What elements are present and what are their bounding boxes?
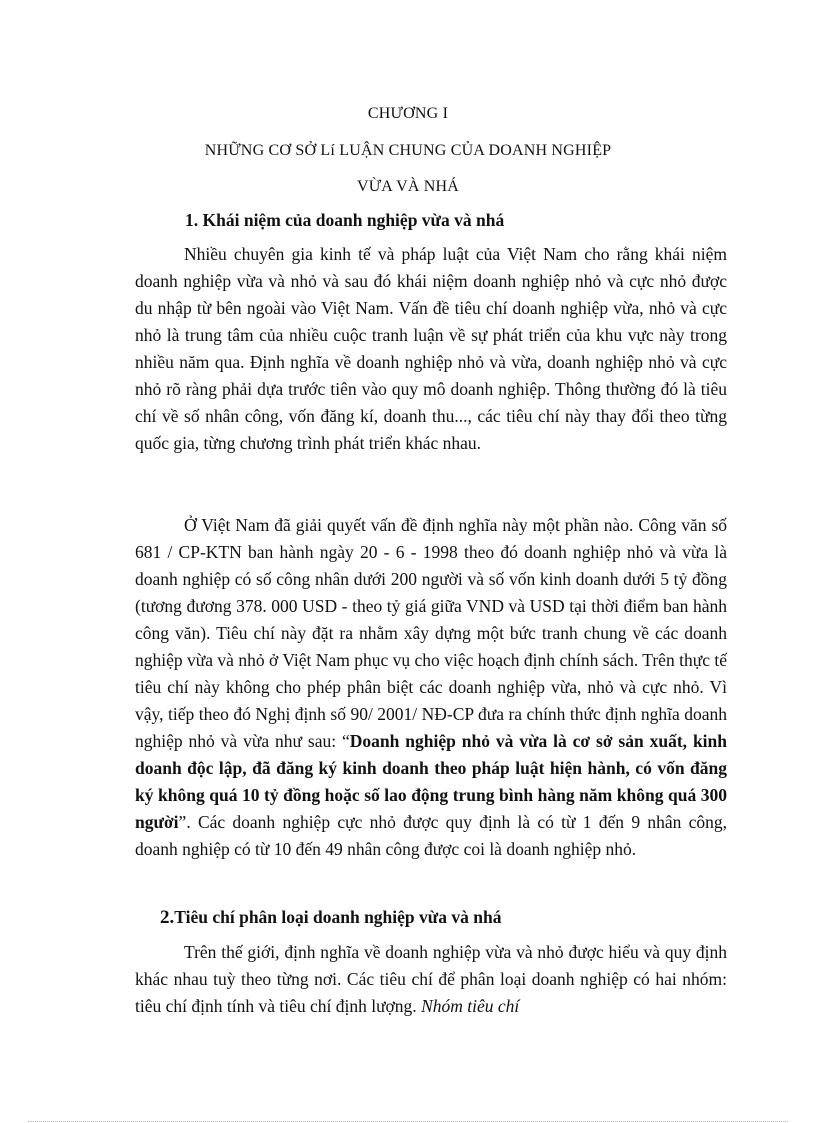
section-2-heading [160,907,502,929]
sme-definition-bold: Doanh nghiệp nhỏ và vừa là cơ sở sản xuất, kinh doanh độc lập, đã đăng ký kinh doanh theo pháp luật hiện hành, có vốn đăng ký không quá 10 tỷ đồng hoặc số lao động trung bình hàng năm không quá 300 người [135,731,727,832]
section-1-heading: 1. Khái niệm của doanh nghiệp vừa và nhá [185,210,505,230]
section-2-paragraph-1 [135,939,727,1020]
section-1-paragraph-1: Nhiều chuyên gia kinh tế và pháp luật của Việt Nam cho rằng khái niệm doanh nghiệp vừa và nhỏ và sau đó khái niệm doanh nghiệp nhỏ và cực nhỏ được du nhập từ bên ngoài vào Việt Nam. Vấn đề tiêu chí doanh nghiệp vừa, nhỏ và cực nhỏ là trung tâm của nhiều cuộc tranh luận về sự phát triển của khu vực này trong nhiều năm qua. Định nghĩa về doanh nghiệp nhỏ và vừa, doanh nghiệp nhỏ và cực nhỏ rõ ràng phải dựa trước tiên vào quy mô doanh nghiệp. Thông thường đó là tiêu chí về số nhân công, vốn đăng kí, doanh thu..., các tiêu chí này thay đổi theo từng quốc gia, từng chương trình phát triển khác nhau. [135,244,727,453]
section-2-paragraph-text: Trên thế giới, định nghĩa về doanh nghiệp vừa và nhỏ được hiểu và quy định khác nhau tuỳ theo từng nơi. Các tiêu chí để phân loại doanh nghiệp có hai nhóm: tiêu chí định tính và tiêu chí định lượng. [135,942,727,1016]
page-bottom-divider [28,1121,788,1122]
chapter-title-line-1: NHỮNG CƠ SỞ Lí LUẬN CHUNG CỦA DOANH NGHIỆP [204,142,612,159]
chapter-label: CHƯƠNG I [367,105,449,122]
section-1-paragraph-2 [135,512,727,863]
paragraph-2-text-end: ”. Các doanh nghiệp cực nhỏ được quy định là có từ 1 đến 9 nhân công, doanh nghiệp có từ 10 đến 49 nhân công được coi là doanh nghiệp nhỏ. [135,812,727,859]
chapter-title-line-2: VỪA VÀ NHÁ [356,178,460,195]
section-2-heading-text: Tiêu chí phân loại doanh nghiệp vừa và nhá [174,907,502,927]
section-2-heading-number: 2. [160,907,175,928]
section-2-paragraph-italic: Nhóm tiêu chí [421,996,520,1016]
paragraph-2-text-start: Ở Việt Nam đã giải quyết vấn đề định nghĩa này một phần nào. Công văn số 681 / CP-KTN ban hành ngày 20 - 6 - 1998 theo đó doanh nghiệp nhỏ và vừa là doanh nghiệp có số công nhân dưới 200 người và số vốn kinh doanh dưới 5 tỷ đồng (tương đương 378. 000 USD - theo tỷ giá giữa VND và USD tại thời điểm ban hành công văn). Tiêu chí này đặt ra nhằm xây dựng một bức tranh chung về các doanh nghiệp vừa và nhỏ ở Việt Nam phục vụ cho việc hoạch định chính sách. Trên thực tế tiêu chí này không cho phép phân biệt các doanh nghiệp vừa, nhỏ và cực nhỏ. Vì vậy, tiếp theo đó Nghị định số 90/ 2001/ NĐ-CP đưa ra chính thức định nghĩa doanh nghiệp nhỏ và vừa như sau: “ [135,515,727,751]
